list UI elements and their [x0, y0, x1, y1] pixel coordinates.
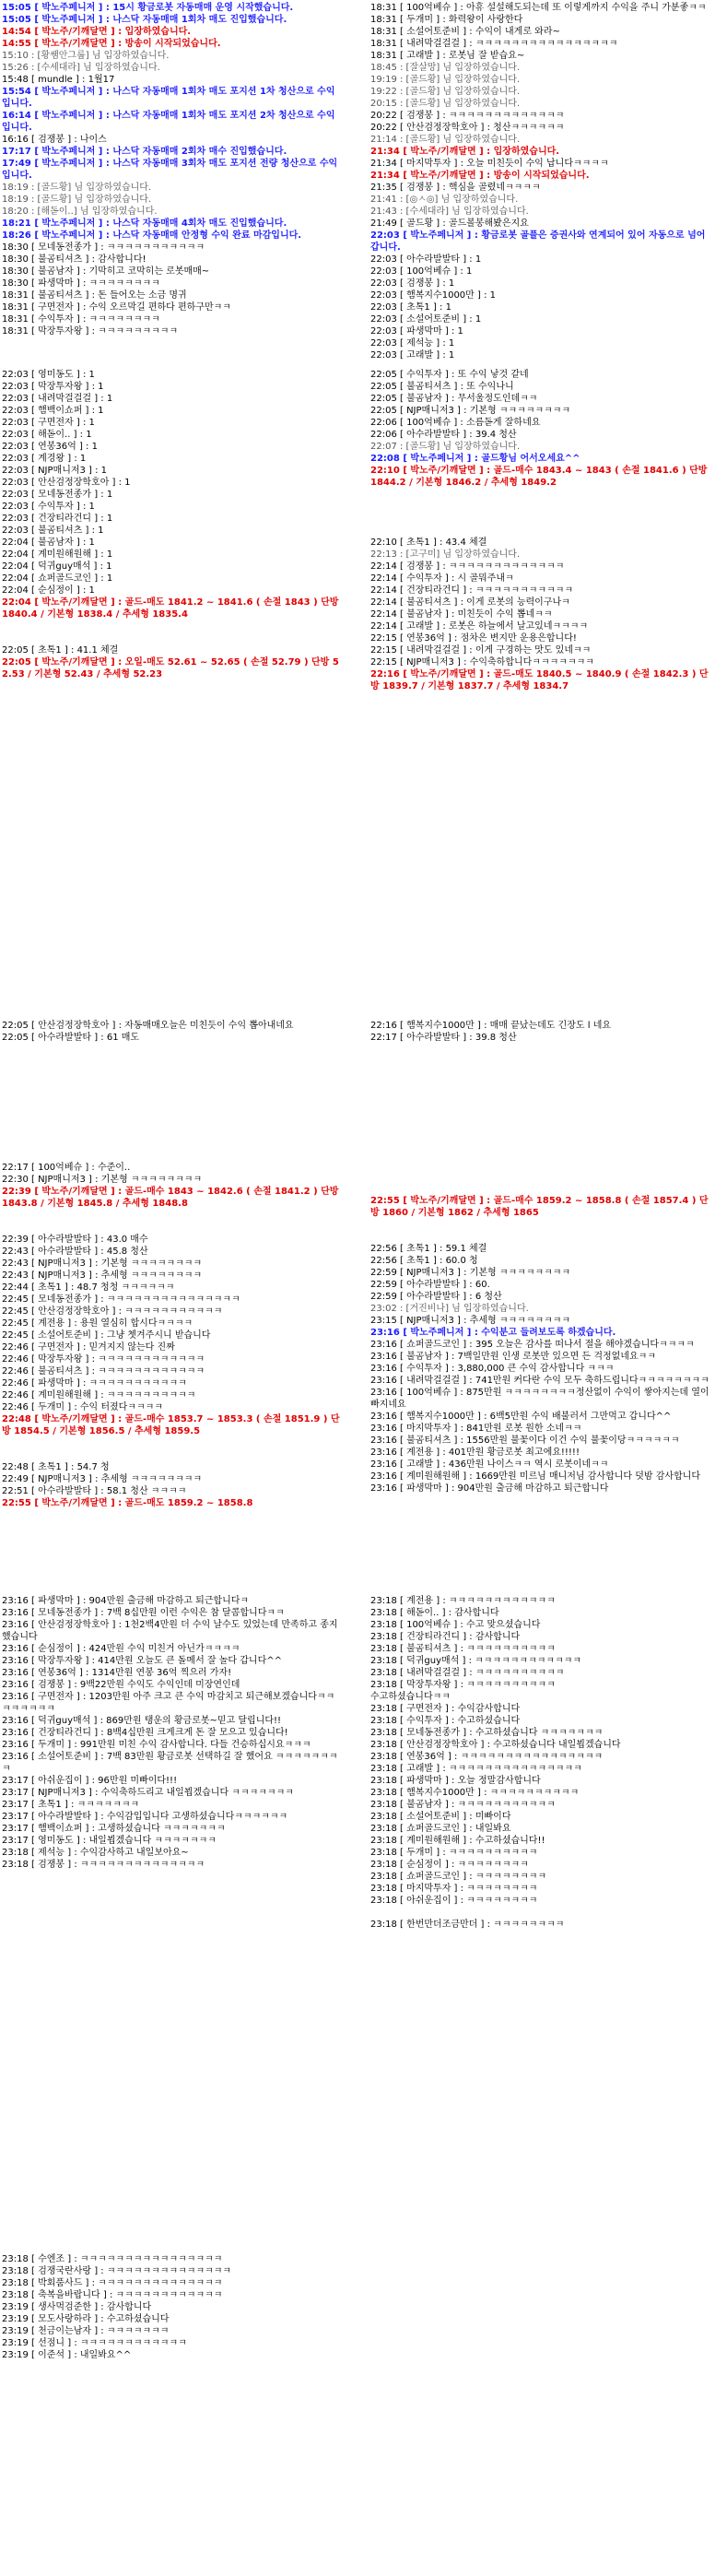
chat-message: 23:16 [ 마지막투자 ] : 841만원 로봇 원한 소네ㅋㅋ — [370, 1424, 582, 1434]
chat-message: 23:19 [ 생사먹검준한 ] : 감사합니다 — [2, 2302, 152, 2312]
chat-message: 22:06 [ 100억베슈 ] : 소름돋게 잘하네요 — [370, 418, 541, 428]
chat-message: 22:04 [ 박노주/기깨달면 ] : 골드-매도 1841.2 ~ 1841.6 ( 손절 1843 ) 단방 1840.4 / 기본형 1838.4 / 추세형 1835.4 — [2, 597, 339, 620]
chat-message: 23:17 [ NJP매니저3 ] : 수익축하드리고 내일뵙겠습니다 ㅋㅋㅋㅋㅋㅋㅋ — [2, 1788, 294, 1798]
chat-message: 22:46 [ 불곰티셔츠 ] : ㅋㅋㅋㅋㅋㅋㅋㅋㅋㅋㅋㅋ — [2, 1366, 205, 1377]
chat-message: 23:18 [ 연봉36억 ] : ㅋㅋㅋㅋㅋㅋㅋㅋㅋㅋㅋㅋㅋㅋㅋㅋ — [370, 1752, 604, 1762]
chat-message: 19:22 : [골드황] 님 입장하였습니다. — [370, 87, 521, 97]
chat-message: 18:31 [ 소설어토준비 ] : 수익이 내게로 와라~ — [370, 27, 560, 37]
chat-message: 23:18 [ 파생막마 ] : 오늘 정말감사합니다 — [370, 1776, 541, 1786]
chat-message: 23:17 [ 햄백이쇼퍼 ] : 고생하셨습니다 ㅋㅋㅋㅋㅋㅋㅋ — [2, 1824, 226, 1834]
chat-message: 23:18 [ 해돋이.. ] : 감사합니다 — [370, 1608, 499, 1618]
chat-message: 23:16 [ 불곰티셔츠 ] : 1556만원 불꽃이다 이건 수익 불꽃이당ㅋㅋㅋㅋㅋㅋ — [370, 1436, 680, 1446]
chat-message: 22:48 [ 초톡1 ] : 54.7 청 — [2, 1462, 110, 1472]
chat-message: 22:03 [ 제석능 ] : 1 — [370, 338, 455, 349]
chat-message: 23:16 [ 햄복지수1000만 ] : 6백5만원 수익 배불러서 그만먹고 갑니다^^ — [370, 1412, 672, 1422]
chat-message: 23:18 [ 한번만더조금만더 ] : ㅋㅋㅋㅋㅋㅋㅋㅋ — [370, 1920, 565, 1930]
chat-message — [2, 1210, 341, 1222]
chat-message: 23:18 [ 모네동전종가 ] : 수고하셨습니다 ㅋㅋㅋㅋㅋㅋㅋ — [370, 1728, 604, 1738]
chat-message: 18:31 [ 막장투자왕 ] : ㅋㅋㅋㅋㅋㅋㅋㅋㅋ — [2, 326, 179, 337]
chat-message: 21:14 : [골드황] 님 입장하였습니다. — [370, 135, 521, 145]
chat-message: 22:05 [ 초톡1 ] : 41.1 체결 — [2, 645, 119, 656]
chat-block — [2, 2253, 341, 2361]
chat-message: 22:03 [ 해돋이.. ] : 1 — [2, 430, 92, 440]
chat-message: 23:18 [ 제석능 ] : 수익감사하고 내일보아요~ — [2, 1848, 189, 1858]
chat-message: 22:45 [ 안산검정장학호아 ] : ㅋㅋㅋㅋㅋㅋㅋㅋㅋㅋㅋ — [2, 1306, 223, 1317]
chat-message: 23:16 [ 순심정이 ] : 424만원 수익 미친거 아닌가ㅋㅋㅋㅋ — [2, 1644, 240, 1654]
chat-message: 23:18 [ 구면전자 ] : 수익감사합니다 — [370, 1704, 521, 1714]
chat-message: 15:05 [ 박노주페니저 ] : 15시 황금로봇 자동매매 운영 시작했습니다. — [2, 3, 294, 13]
chat-message: 22:14 [ 검쟁봉 ] : ㅋㅋㅋㅋㅋㅋㅋㅋㅋㅋㅋㅋㅋ — [370, 561, 565, 572]
chat-message: 22:03 [ 안산검정장학호아 ] : 1 — [2, 478, 131, 488]
chat-message: 22:14 [ 수익투자 ] : 시 골뭐주내ㅋ — [370, 573, 514, 584]
chat-message: 22:45 [ 모네동전종가 ] : ㅋㅋㅋㅋㅋㅋㅋㅋㅋㅋㅋㅋㅋㅋㅋ — [2, 1294, 240, 1305]
chat-message: 22:49 [ NJP매니저3 ] : 추세형 ㅋㅋㅋㅋㅋㅋㅋㅋ — [2, 1474, 203, 1484]
chat-message: 22:15 [ NJP매니저3 ] : 수익축하합니다ㅋㅋㅋㅋㅋㅋㅋ — [370, 657, 594, 668]
chat-message: 22:10 [ 초톡1 ] : 43.4 체결 — [370, 538, 487, 548]
chat-message: 15:10 : [황쌤안그룹] 님 입장하였습니다. — [2, 51, 170, 61]
chat-message: 23:18 [ 박회품사드 ] : ㅋㅋㅋㅋㅋㅋㅋㅋㅋㅋㅋㅋㅋㅋ — [2, 2278, 223, 2288]
chat-message: 21:41 : [◎ㅅ◎] 님 입장하였습니다. — [370, 195, 519, 205]
chat-message: 23:18 [ 축복을바랍니다 ] : ㅋㅋㅋㅋㅋㅋㅋㅋㅋㅋㅋㅋ — [2, 2290, 223, 2300]
chat-message: 23:18 [ 불곰남자 ] : ㅋㅋㅋㅋㅋㅋㅋㅋㅋㅋㅋ — [370, 1800, 556, 1810]
chat-message: 22:55 [ 박노주/기깨달면 ] : 골드-매수 1859.2 ~ 1858.8 ( 손절 1857.4 ) 단방 1860 / 기본형 1862 / 추세형 1865 — [370, 1196, 709, 1218]
chat-message: 22:03 [ 불곰티셔츠 ] : 1 — [2, 526, 104, 536]
chat-message: 18:30 [ 파생막마 ] : ㅋㅋㅋㅋㅋㅋㅋㅋ — [2, 278, 160, 289]
chat-message: 18:31 [ 두개미 ] : 화력왕이 사랑한다 — [370, 15, 523, 25]
chat-message: 22:03 [ 계경왕 ] : 1 — [2, 454, 87, 464]
chat-message: 23:18 [ 아쉬운집이 ] : ㅋㅋㅋㅋㅋㅋㅋㅋ — [370, 1896, 538, 1906]
chat-message: 23:16 [ 계전용 ] : 401만원 황금로봇 최고에요!!!!! — [370, 1448, 580, 1458]
chat-block — [370, 2, 709, 361]
chat-message: 22:10 [ 박노주/기깨달면 ] : 골드-매수 1843.4 ~ 1843 ( 손절 1841.6 ) 단방 1844.2 / 기본형 1846.2 / 추세형 1849.2 — [370, 466, 708, 488]
chat-block — [2, 1162, 341, 1509]
chat-message: 15:54 [ 박노주페니저 ] : 나스닥 자동매매 1회차 매도 포지션 1차 청산으로 수익입니다. — [2, 87, 335, 109]
chat-message: 14:55 [ 박노주/기깨달면 ] : 방송이 시작되었습니다. — [2, 39, 221, 49]
chat-message: 23:17 [ 아수라발발타 ] : 수익감입입니다 고생하셨습니다ㅋㅋㅋㅋㅋㅋ — [2, 1812, 288, 1822]
chat-message: 17:17 [ 박노주페니저 ] : 나스닥 자동매매 2회차 매수 진입했습니다. — [2, 147, 287, 157]
chat-message: 18:31 [ 불곰티셔츠 ] : 돈 들어오는 소금 명귀 — [2, 290, 187, 301]
chat-message: 23:18 [ 마지막투자 ] : ㅋㅋㅋㅋㅋㅋㅋㅋ — [370, 1884, 538, 1894]
chat-message: 22:43 [ NJP매니저3 ] : 기본형 ㅋㅋㅋㅋㅋㅋㅋㅋ — [2, 1258, 203, 1269]
chat-message — [2, 1222, 341, 1234]
chat-message: 18:19 : [골드황] 님 입장하였습니다. — [2, 195, 152, 205]
chat-message: 15:48 [ mundle ] : 1월17 — [2, 75, 115, 85]
chat-message: 22:03 [ 100억베슈 ] : 1 — [370, 266, 473, 277]
chat-message: 22:03 [ 박노주페니저 ] : 황금로봇 골플은 증권사와 연계되어 있어 자동으로 넘어갑니다. — [370, 230, 706, 253]
chat-message: 23:18 [ 100억베슈 ] : 수고 맞으셨습니다 — [370, 1620, 541, 1630]
chat-message: 수고하셨습니다ㅋㅋ — [370, 1692, 451, 1702]
chat-message: 22:05 [ NJP매니저3 ] : 기본형 ㅋㅋㅋㅋㅋㅋㅋㅋ — [370, 406, 571, 416]
chat-message: 19:19 : [골드황] 님 입장하였습니다. — [370, 75, 521, 85]
chat-message: 23:15 [ NJP매니저3 ] : 추세형 ㅋㅋㅋㅋㅋㅋㅋㅋ — [370, 1316, 571, 1326]
chat-message: 23:18 [ 불곰티셔츠 ] : ㅋㅋㅋㅋㅋㅋㅋㅋㅋㅋ — [370, 1644, 556, 1654]
chat-message: 14:54 [ 박노주/기깨달면 ] : 입장하였습니다. — [2, 27, 192, 37]
chat-message: 23:19 [ 이준석 ] : 내일봐요^^ — [2, 2350, 132, 2360]
chat-message: 23:18 [ 안산검정장학호아 ] : 수고하셨습니다 내일뵙겠습니다 — [370, 1740, 621, 1750]
chat-message: 23:19 [ 천금이는남자 ] : ㅋㅋㅋㅋㅋㅋㅋ — [2, 2326, 170, 2336]
chat-message: 22:59 [ 아수라발발타 ] : 6 청산 — [370, 1292, 502, 1302]
chat-message: 22:16 [ 박노주/기깨달면 ] : 골드-매도 1840.5 ~ 1840.9 ( 손절 1842.3 ) 단방 1839.7 / 기본형 1837.7 / 추세형 1834.7 — [370, 669, 709, 691]
chat-message: 22:06 [ 아수라발발타 ] : 39.4 청산 — [370, 430, 517, 440]
chat-message: 22:46 [ 구면전자 ] : 믿겨지지 않는다 진짜 — [2, 1342, 175, 1353]
chat-message: 18:20 : [해돋이..] 님 입장하였습니다. — [2, 207, 158, 217]
chat-message: 22:15 [ 내려막걸걸걸 ] : 이게 구경하는 맛도 있네ㅋㅋ — [370, 645, 592, 656]
chat-message: 23:16 [ 불곰남자 ] : 7백일만원 인생 로봇만 있으면 든 걱정없네요ㅋㅋ — [370, 1352, 656, 1362]
chat-message: 22:04 [ 덕귀guy매석 ] : 1 — [2, 561, 112, 572]
chat-message: 22:03 [ 햄복지수1000만 ] : 1 — [370, 290, 496, 301]
chat-message: 23:18 [ 건장티라건디 ] : 감사합니다 — [370, 1632, 521, 1642]
chat-message: 21:43 : [수세대라] 님 입장하였습니다. — [370, 207, 529, 217]
chat-message — [370, 1907, 709, 1919]
chat-message — [370, 1219, 709, 1231]
chat-block — [2, 2, 341, 337]
chat-message: 22:46 [ 막장투자왕 ] : ㅋㅋㅋㅋㅋㅋㅋㅋㅋㅋㅋㅋ — [2, 1354, 205, 1365]
chat-message: 18:31 [ 수익투자 ] : ㅋㅋㅋㅋㅋㅋㅋㅋ — [2, 314, 160, 325]
chat-message: 23:17 [ 영미동도 ] : 내일뵙겠습니다 ㅋㅋㅋㅋㅋㅋㅋ — [2, 1836, 217, 1846]
chat-message: 23:16 [ 파생막마 ] : 904만원 출금해 마감하고 퇴근합니다ㅋ — [2, 1596, 250, 1606]
chat-message: 23:18 [ 소설어토준비 ] : 미빠이다 — [370, 1812, 511, 1822]
chat-message: 22:08 [ 박노주페니저 ] : 골드황님 어서오세요^^ — [370, 454, 580, 464]
chat-message: 18:30 [ 모네동전종가 ] : ㅋㅋㅋㅋㅋㅋㅋㅋㅋㅋㅋ — [2, 242, 205, 253]
chat-message: 22:03 [ 초톡1 ] : 1 — [370, 302, 451, 313]
chat-message: 18:31 [ 고래발 ] : 로봇님 잘 받습요~ — [370, 51, 525, 61]
chat-message: 23:16 [ 덕귀guy매석 ] : 869만원 탱운의 황금로봇~믿고 달립니다!! — [2, 1716, 282, 1726]
chat-message: 22:03 [ 아수라발발타 ] : 1 — [370, 254, 482, 265]
chat-message: 23:16 [ 소설어토준비 ] : 7백 83만원 황금로봇 선택하길 잘 했어요 ㅋㅋㅋㅋㅋㅋㅋㅋ — [2, 1752, 338, 1774]
chat-message: 23:16 [ 고래발 ] : 436만원 나이스ㅋㅋ 역시 로봇이네ㅋㅋ — [370, 1459, 609, 1470]
chat-block — [2, 1595, 341, 1871]
chat-message: 21:35 [ 검쟁봉 ] : 핵심을 골렸네ㅋㅋㅋㅋ — [370, 183, 541, 193]
chat-message — [370, 525, 709, 537]
chat-message: 16:14 [ 박노주페니저 ] : 나스닥 자동매매 1회차 매도 포지션 2차 청산으로 수익입니다. — [2, 111, 335, 133]
chat-message: 22:44 [ 초톡1 ] : 48.7 청청 ㅋㅋㅋㅋㅋㅋ — [2, 1282, 175, 1293]
chat-message: 18:19 : [골드황] 님 입장하였습니다. — [2, 183, 152, 193]
chat-message: 22:56 [ 초톡1 ] : 59.1 체결 — [370, 1244, 487, 1254]
chat-message: 23:16 [ 막장투자왕 ] : 414만원 오늘도 큰 돌메서 잘 놀다 갑니다^^ — [2, 1656, 283, 1666]
chat-message: 22:45 [ 소설어토준비 ] : 그냥 쳇겨주시니 받습니다 — [2, 1330, 211, 1341]
chat-block — [2, 369, 341, 680]
chat-message: 23:19 [ 선점니 ] : ㅋㅋㅋㅋㅋㅋㅋㅋㅋㅋㅋㅋ — [2, 2338, 187, 2348]
chat-message: 15:26 : [수세대라] 님 입장하였습니다. — [2, 63, 160, 73]
chat-block — [370, 1595, 709, 1931]
chat-message: 23:16 [ 건장티라건디 ] : 8백4십만원 크게크게 돈 잘 모으고 있습니다! — [2, 1728, 288, 1738]
chat-message: 23:18 [ 내려막걸걸걸 ] : ㅋㅋㅋㅋㅋㅋㅋㅋㅋㅋ — [370, 1668, 565, 1678]
chat-message: 23:16 [ 모네동전종가 ] : 7백 8십만원 이런 수익은 참 달콤합니다ㅋㅋ — [2, 1608, 285, 1618]
chat-message: 22:03 [ 모네동전종가 ] : 1 — [2, 490, 113, 500]
chat-message: 22:43 [ NJP매니저3 ] : 추세형 ㅋㅋㅋㅋㅋㅋㅋㅋ — [2, 1270, 203, 1281]
chat-message: 22:46 [ 파생막마 ] : ㅋㅋㅋㅋㅋㅋㅋㅋㅋㅋㅋ — [2, 1378, 187, 1388]
chat-message: 20:15 : [골드황] 님 입장하였습니다. — [370, 99, 521, 109]
chat-message: 18:30 [ 불곰남자 ] : 기막히고 코막히는 로봇매매~ — [2, 266, 210, 277]
chat-message: 22:14 [ 불곰티셔츠 ] : 이게 로봇의 능력이구나ㅋ — [370, 597, 570, 608]
chat-message: 17:49 [ 박노주페니저 ] : 나스닥 자동매매 3회차 매도 포지션 전량 청산으로 수익입니다. — [2, 159, 338, 181]
chat-message: 23:02 : [거진비나] 님 입장하였습니다. — [370, 1304, 529, 1314]
chat-message: 22:45 [ 계전용 ] : 용원 열심히 합시다ㅋㅋㅋㅋ — [2, 1318, 193, 1329]
chat-message: 22:16 [ 햄복지수1000만 ] : 매매 끝났는데도 긴장도 l 네요 — [370, 1021, 612, 1031]
chat-message: 23:16 [ 검쟁봉 ] : 9백22만원 수익도 수익인데 미장연인데 — [2, 1680, 240, 1690]
chat-message: 22:04 [ 불곰남자 ] : 1 — [2, 538, 95, 548]
chat-message: 22:51 [ 아수라발발타 ] : 58.1 청산 ㅋㅋㅋㅋ — [2, 1486, 187, 1496]
chat-message: 21:34 [ 마지막투자 ] : 오늘 미친듯이 수익 납니다ㅋㅋㅋㅋ — [370, 159, 609, 169]
chat-message: 23:18 [ 수엔조 ] : ㅋㅋㅋㅋㅋㅋㅋㅋㅋㅋㅋㅋㅋㅋㅋㅋ — [2, 2254, 223, 2264]
chat-message: 23:16 [ 박노주페니저 ] : 수익분고 들려보도록 하겠습니다. — [370, 1328, 616, 1338]
chat-block — [370, 1020, 709, 1044]
chat-message: 22:03 [ 연봉36억 ] : 1 — [2, 442, 98, 452]
chat-message: 22:03 [ 햄백이쇼퍼 ] : 1 — [2, 406, 104, 416]
chat-message: 22:07 : [골드황] 님 입장하였습니다. — [370, 442, 521, 452]
chat-message: 22:03 [ 고래발 ] : 1 — [370, 350, 455, 360]
chat-message: 22:04 [ 쇼퍼골드코인 ] : 1 — [2, 573, 113, 584]
chat-message: 22:59 [ NJP매니저3 ] : 기본형 ㅋㅋㅋㅋㅋㅋㅋㅋ — [370, 1268, 571, 1278]
chat-message: 22:03 [ 검쟁봉 ] : 1 — [370, 278, 455, 289]
chat-message: 18:45 : [잘살망] 님 입장하였습니다. — [370, 63, 521, 73]
chat-message: 21:34 [ 박노주/기깨달면 ] : 방송이 시작되었습니다. — [370, 171, 590, 181]
chat-message: 23:18 [ 계전용 ] : ㅋㅋㅋㅋㅋㅋㅋㅋㅋㅋㅋㅋ — [370, 1596, 556, 1606]
chat-message: 15:05 [ 박노주페니저 ] : 나스닥 자동매매 1회차 매도 진입했습니다. — [2, 15, 287, 25]
chat-message — [370, 489, 709, 501]
chat-message: 23:18 [ 덕귀guy매석 ] : ㅋㅋㅋㅋㅋㅋㅋㅋㅋㅋㅋㅋ — [370, 1656, 582, 1666]
chat-message: 22:05 [ 안산검정장학호아 ] : 자동매매오늘은 미친듯이 수익 뽑아내네요 — [2, 1021, 294, 1031]
chat-message: 23:18 [ 계미원해원해 ] : 수고하셨습니다!! — [370, 1836, 545, 1846]
chat-message: 21:49 [ 골드황 ] : 골드볼봉해봤은지요 — [370, 219, 529, 229]
chat-block — [370, 1195, 709, 1495]
chat-message: 23:16 [ 계미원해원해 ] : 1669만원 미르님 매니저님 감사합니다 덧밤 감사합니다 — [370, 1471, 701, 1482]
chat-message: 23:16 [ 쇼퍼골드코인 ] : 395 오늘은 감사를 떠나서 절을 해야겠습니다ㅋㅋㅋㅋ — [370, 1340, 695, 1350]
chat-message: 23:18 [ 수익투자 ] : 수고하셨습니다 — [370, 1716, 521, 1726]
chat-message: 22:55 [ 박노주/기깨달면 ] : 골드-매도 1859.2 ~ 1858.8 — [2, 1498, 253, 1508]
chat-message — [370, 513, 709, 525]
chat-message: 22:03 [ 소설어토준비 ] : 1 — [370, 314, 482, 325]
chat-message: 22:05 [ 불곰티셔츠 ] : 또 수익나니 — [370, 382, 514, 392]
chat-message: 23:16 [ 파생막마 ] : 904만원 출금해 마감하고 퇴근합니다 — [370, 1483, 609, 1494]
chat-message: 23:16 [ 안산검정장학호아 ] : 1천2백4만원 더 수익 날수도 있었는데 만족하고 종지했습니다 — [2, 1620, 338, 1642]
chat-message: 18:30 [ 불곰티셔츠 ] : 감사합니다! — [2, 254, 147, 265]
chat-message: 22:39 [ 박노주/기깨달면 ] : 골드-매수 1843 ~ 1842.6 ( 손절 1841.2 ) 단방 1843.8 / 기본형 1845.8 / 추세형 1848.8 — [2, 1187, 339, 1209]
chat-message: 23:17 [ 아쉬운집이 ] : 96만원 미빠이다!!! — [2, 1776, 178, 1786]
chat-message: 22:03 [ 수익투자 ] : 1 — [2, 502, 95, 512]
chat-message: 22:17 [ 아수라발발타 ] : 39.8 청산 — [370, 1033, 517, 1043]
chat-message: 23:18 [ 두개미 ] : ㅋㅋㅋㅋㅋㅋㅋㅋㅋㅋ — [370, 1848, 538, 1858]
chat-message: 23:18 [ 쇼퍼골드코인 ] : 내일봐요 — [370, 1824, 511, 1834]
chat-message: 23:16 [ 구면전자 ] : 1203만원 아주 크고 큰 수익 마감치고 퇴근해보겠습니다ㅋㅋㅋㅋㅋㅋㅋㅋ — [2, 1692, 335, 1714]
chat-message: 23:18 [ 햄복지수1000만 ] : ㅋㅋㅋㅋㅋㅋㅋㅋㅋㅋ — [370, 1788, 580, 1798]
chat-message: 22:03 [ NJP매니저3 ] : 1 — [2, 466, 108, 476]
chat-message — [2, 1437, 341, 1449]
chat-message — [370, 1231, 709, 1243]
chat-message — [2, 620, 341, 632]
chat-message — [370, 501, 709, 513]
chat-message: 18:31 [ 내려막걸걸걸 ] : ㅋㅋㅋㅋㅋㅋㅋㅋㅋㅋㅋㅋㅋㅋㅋㅋ — [370, 39, 618, 49]
chat-message: 22:43 [ 아수라발발타 ] : 45.8 청산 — [2, 1247, 148, 1257]
chat-message: 22:14 [ 고래발 ] : 로봇은 하늘에서 날고있네ㅋㅋㅋㅋ — [370, 621, 589, 632]
chat-message: 23:18 [ 쇼퍼골드코인 ] : ㅋㅋㅋㅋㅋㅋㅋㅋ — [370, 1872, 547, 1882]
chat-message: 22:39 [ 아수라발발타 ] : 43.0 매수 — [2, 1235, 148, 1245]
chat-message: 18:31 [ 100억베슈 ] : 아휴 설설해도되는데 또 이렇게까지 수익을 주니 가분좋ㅋㅋ — [370, 3, 707, 13]
chat-message: 22:05 [ 수익투자 ] : 또 수익 낳것 같네 — [370, 370, 529, 380]
chat-message: 22:56 [ 초톡1 ] : 60.0 청 — [370, 1256, 478, 1266]
chat-message: 22:14 [ 건장티라건디 ] : ㅋㅋㅋㅋㅋㅋㅋㅋㅋㅋㅋ — [370, 585, 574, 596]
chat-message: 22:46 [ 계미원해원해 ] : ㅋㅋㅋㅋㅋㅋㅋㅋㅋㅋ — [2, 1390, 196, 1400]
chat-message: 23:16 [ 내려막걸걸걸 ] : 741만원 커다란 수익 모두 축하드립니다ㅋㅋㅋㅋㅋㅋㅋㅋ — [370, 1376, 709, 1386]
chat-message: 23:18 [ 검쟁국란사랑 ] : ㅋㅋㅋㅋㅋㅋㅋㅋㅋㅋㅋㅋㅋㅋ — [2, 2266, 232, 2276]
chat-message: 22:05 [ 박노주/기깨달면 ] : 오일-매도 52.61 ~ 52.65 ( 손절 52.79 ) 단방 52.53 / 기본형 52.43 / 추세형 52.23 — [2, 657, 339, 679]
chat-message: 22:05 [ 불곰남자 ] : 무서울정도인데ㅋㅋ — [370, 394, 538, 404]
chat-message: 23:18 [ 검쟁봉 ] : ㅋㅋㅋㅋㅋㅋㅋㅋㅋㅋㅋㅋㅋㅋ — [2, 1860, 205, 1870]
chat-message: 18:21 [ 박노주페니저 ] : 나스닥 자동매매 4회차 매도 진입했습니다. — [2, 219, 287, 229]
chat-message: 23:18 [ 고래발 ] : ㅋㅋㅋㅋㅋㅋㅋㅋㅋㅋㅋㅋㅋㅋㅋ — [370, 1764, 582, 1774]
chat-message: 22:59 [ 아수라발발타 ] : 60. — [370, 1280, 490, 1290]
chat-message: 22:03 [ 내려막걸걸걸 ] : 1 — [2, 394, 113, 404]
chat-message: 23:18 [ 막장투자왕 ] : ㅋㅋㅋㅋㅋㅋㅋㅋㅋㅋ — [370, 1680, 556, 1690]
chat-message: 22:13 : [고구미] 님 입장하였습니다. — [370, 549, 521, 560]
chat-message: 23:16 [ 두개미 ] : 991만원 미친 수익 감사합니다. 다들 건승하십시요ㅋㅋㅋ — [2, 1740, 311, 1750]
chat-message: 22:05 [ 아수라발발타 ] : 61 매도 — [2, 1033, 140, 1043]
chat-message: 18:26 [ 박노주페니저 ] : 나스닥 자동매매 안정형 수익 완료 마감입니다. — [2, 230, 302, 241]
chat-message: 23:17 [ 초톡1 ] : ㅋㅋㅋㅋㅋㅋㅋ — [2, 1800, 140, 1810]
chat-message: 23:18 [ 순심정이 ] : ㅋㅋㅋㅋㅋㅋㅋㅋ — [370, 1860, 529, 1870]
chat-block — [370, 369, 709, 692]
chat-message: 22:04 [ 계미원해원해 ] : 1 — [2, 549, 113, 560]
chat-message: 23:16 [ 100억베슈 ] : 875만원 ㅋㅋㅋㅋㅋㅋㅋㅋ정산없이 수익이 쌓아지는데 열이 빠지네요 — [370, 1388, 709, 1410]
chat-message: 22:30 [ NJP매니저3 ] : 기본형 ㅋㅋㅋㅋㅋㅋㅋㅋ — [2, 1175, 203, 1185]
chat-message: 18:31 [ 구면전자 ] : 수익 오르막길 편하다 편하구만ㅋㅋ — [2, 302, 231, 313]
chat-message — [2, 1449, 341, 1461]
chat-message: 22:17 [ 100억베슈 ] : 수준이.. — [2, 1163, 131, 1173]
chat-message: 22:03 [ 건장티라건디 ] : 1 — [2, 514, 113, 524]
chat-message: 16:16 [ 검쟁봉 ] : 나이스 — [2, 135, 107, 145]
chat-message: 20:22 [ 검쟁봉 ] : ㅋㅋㅋㅋㅋㅋㅋㅋㅋㅋㅋㅋㅋ — [370, 111, 565, 121]
chat-message: 22:48 [ 박노주/기깨달면 ] : 골드-매수 1853.7 ~ 1853.3 ( 손절 1851.9 ) 단방 1854.5 / 기본형 1856.5 / 추세형 1859.5 — [2, 1414, 340, 1436]
chat-message: 22:04 [ 순심정이 ] : 1 — [2, 585, 95, 596]
chat-message: 21:34 [ 박노주/기깨달면 ] : 입장하였습니다. — [370, 147, 560, 157]
chat-message: 22:03 [ 영미동도 ] : 1 — [2, 370, 95, 380]
chat-message: 23:16 [ 연봉36억 ] : 1314만원 연봉 36억 찍으러 가자! — [2, 1668, 232, 1678]
chat-message: 20:22 [ 안산검정장학호아 ] : 청산ㅋㅋㅋㅋㅋㅋ — [370, 123, 565, 133]
chat-message: 22:15 [ 연봉36억 ] : 점차은 변지만 운용은합니다! — [370, 633, 577, 644]
chat-message: 22:03 [ 구면전자 ] : 1 — [2, 418, 95, 428]
chat-message: 23:19 [ 모도사랑하라 ] : 수고하셨습니다 — [2, 2314, 170, 2324]
chat-message: 23:16 [ 수익투자 ] : 3,880,000 큰 수익 감사합니다 ㅋㅋㅋ — [370, 1364, 615, 1374]
chat-message — [2, 632, 341, 644]
chat-message: 22:14 [ 불곰남자 ] : 미친듯이 수익 뽑네ㅋㅋ — [370, 609, 553, 620]
chat-message: 22:03 [ 파생막마 ] : 1 — [370, 326, 463, 337]
chat-message: 22:03 [ 막장투자왕 ] : 1 — [2, 382, 104, 392]
chat-block — [2, 1020, 341, 1044]
chat-message: 22:46 [ 두개미 ] : 수익 터졌다ㅋㅋㅋㅋ — [2, 1402, 163, 1412]
